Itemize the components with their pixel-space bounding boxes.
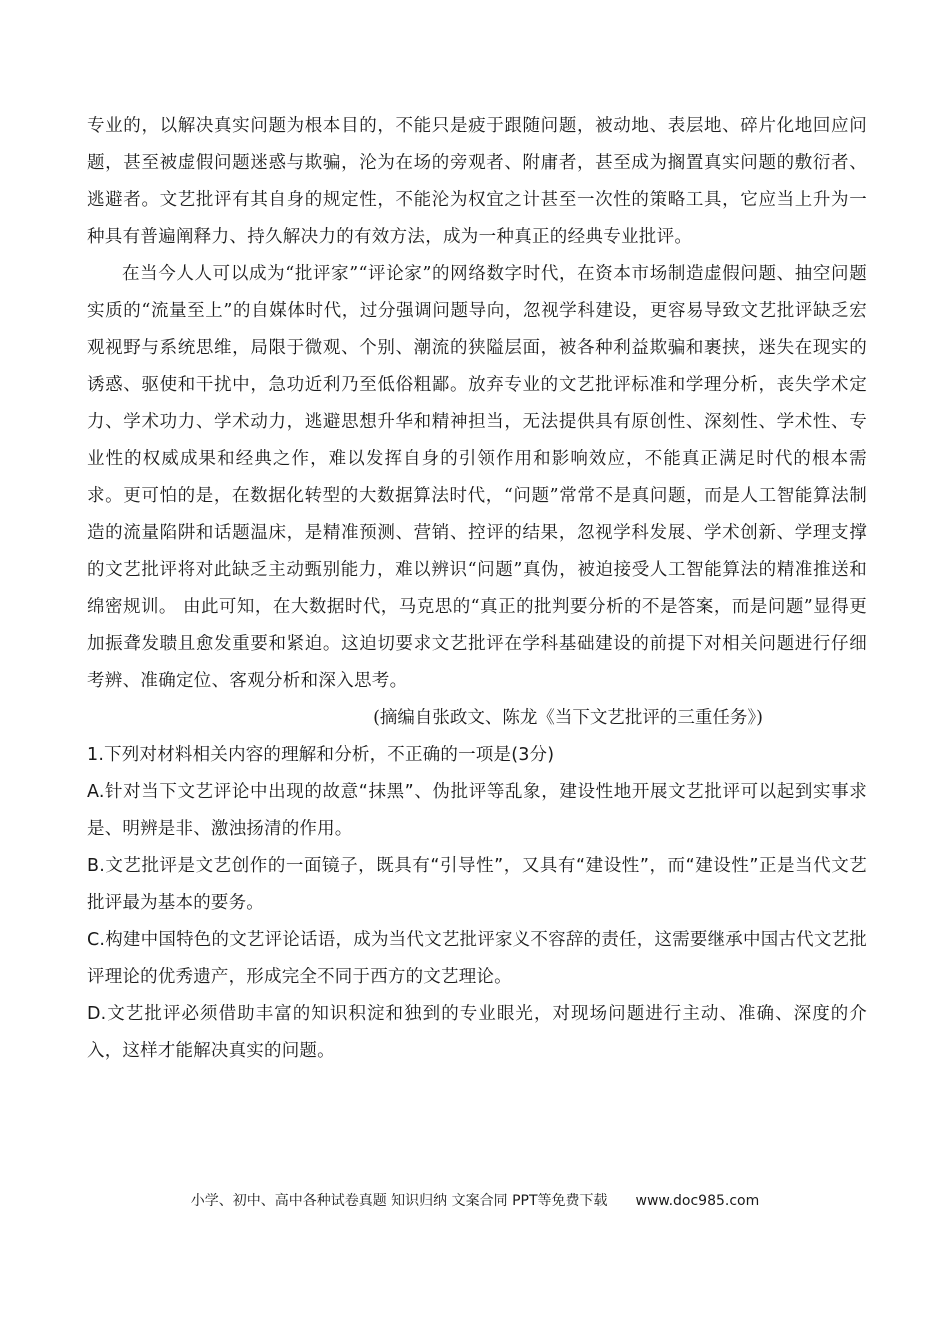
option-c: C.构建中国特色的文艺评论话语，成为当代文艺批评家义不容辞的责任，这需要继承中国古代文艺批评理论的优秀遗产，形成完全不同于西方的文艺理论。 <box>87 930 867 987</box>
article-source: (摘编自张政文、陈龙《当下文艺批评的三重任务》) <box>373 708 763 728</box>
footer-text: 小学、初中、高中各种试卷真题 知识归纳 文案合同 PPT等免费下载 <box>190 1193 608 1209</box>
option-a: A.针对当下文艺评论中出现的故意“抹黑”、伪批评等乱象，建设性地开展文艺批评可以起到实事求是、明辨是非、激浊扬清的作用。 <box>87 782 867 839</box>
footer-site-link[interactable]: www.doc985.com <box>635 1193 760 1209</box>
option-d: D.文艺批评必须借助丰富的知识积淀和独到的专业眼光，对现场问题进行主动、准确、深度的介入，这样才能解决真实的问题。 <box>87 1004 867 1061</box>
article-body <box>87 108 867 700</box>
article-paragraph-1: 专业的，以解决真实问题为根本目的，不能只是疲于跟随问题，被动地、表层地、碎片化地回应问题，甚至被虚假问题迷惑与欺骗，沦为在场的旁观者、附庸者，甚至成为搁置真实问题的敷衍者、逃避者。文艺批评有其自身的规定性，不能沦为权宜之计甚至一次性的策略工具，它应当上升为一种具有普遍阐释力、持久解决力的有效方法，成为一种真正的经典专业批评。 <box>87 116 867 247</box>
option-b: B.文艺批评是文艺创作的一面镜子，既具有“引导性”，又具有“建设性”，而“建设性”正是当代文艺批评最为基本的要务。 <box>87 856 867 913</box>
document-page <box>87 108 867 1070</box>
page-footer <box>0 1190 950 1210</box>
article-paragraph-2: 在当今人人可以成为“批评家”“评论家”的网络数字时代，在资本市场制造虚假问题、抽空问题实质的“流量至上”的自媒体时代，过分强调问题导向，忽视学科建设，更容易导致文艺批评缺乏宏观视野与系统思维，局限于微观、个别、潮流的狭隘层面，被各种利益欺骗和裹挟，迷失在现实的诱惑、驱使和干扰中，急功近利乃至低俗粗鄙。放弃专业的文艺批评标准和学理分析，丧失学术定力、学术功力、学术动力，逃避思想升华和精神担当，无法提供具有原创性、深刻性、学术性、专业性的权威成果和经典之作，难以发挥自身的引领作用和影响效应，不能真正满足时代的根本需求。更可怕的是，在数据化转型的大数据算法时代，“问题”常常不是真问题，而是人工智能算法制造的流量陷阱和话题温床，是精准预测、营销、控评的结果，忽视学科发展、学术创新、学理支撑的文艺批评将对此缺乏主动甄别能力，难以辨识“问题”真伪，被迫接受人工智能算法的精准推送和绵密规训。 由此可知，在大数据时代，马克思的“真正的批判要分析的不是答案，而是问题”显得更加振聋发聩且愈发重要和紧迫。这迫切要求文艺批评在学科基础建设的前提下对相关问题进行仔细考辨、准确定位、客观分析和深入思考。 <box>87 264 867 691</box>
question-stem: 1.下列对材料相关内容的理解和分析，不正确的一项是(3分) <box>87 745 555 765</box>
question-block <box>87 737 867 1070</box>
